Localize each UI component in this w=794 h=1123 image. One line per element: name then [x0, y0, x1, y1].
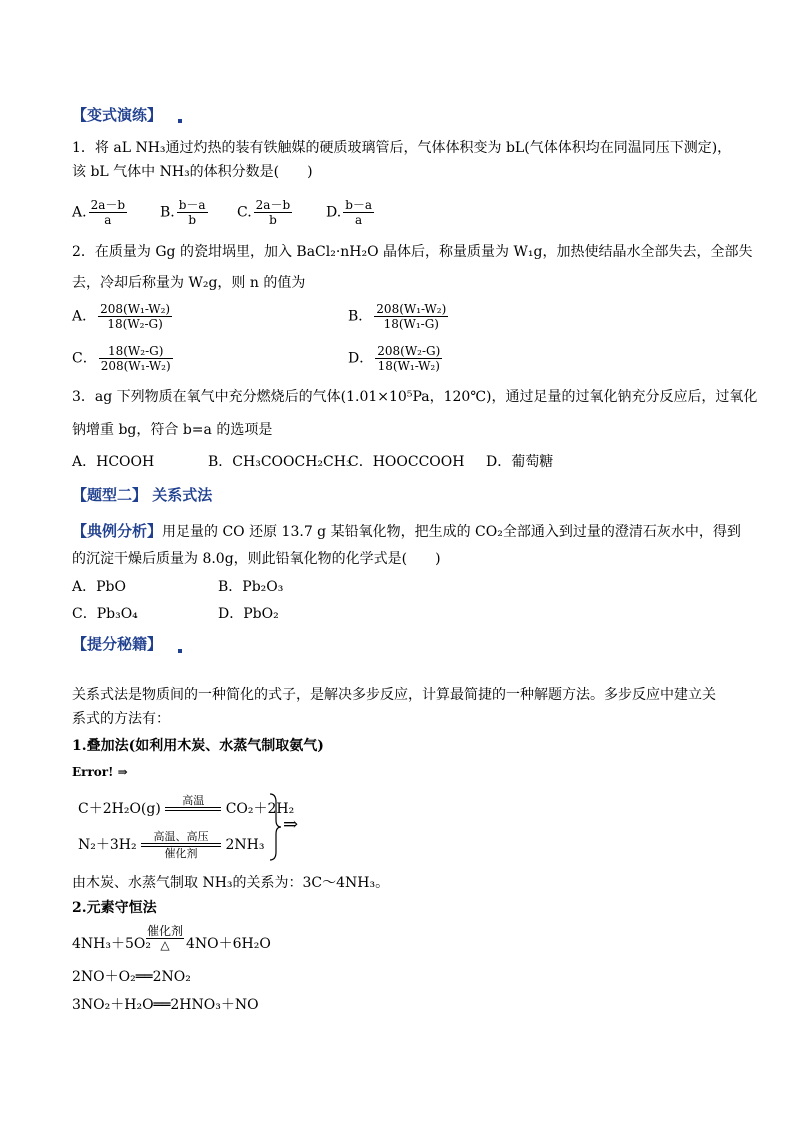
q1-option-a	[72, 198, 129, 227]
condition-top: 高温、高压	[153, 830, 209, 843]
example-option-a: A．PbO	[72, 579, 126, 595]
tips-heading-1: 1.叠加法(如利用木炭、水蒸气制取氨气)	[72, 738, 324, 754]
conclusion-line: 由木炭、水蒸气制取 NH₃的关系为：3C～4NH₃。	[72, 875, 390, 891]
option-label: C．	[72, 350, 97, 367]
example-option-d: D．PbO₂	[218, 606, 279, 622]
q2-option-c	[72, 344, 175, 373]
fraction-denominator: b	[269, 213, 277, 227]
fraction-denominator: a	[355, 213, 363, 227]
q2-line2: 去，冷却后称量为 W₂g，则 n 的值为	[72, 275, 306, 291]
equation-2	[78, 830, 264, 860]
eq1-right: CO₂＋2H₂	[225, 801, 295, 817]
r1-right: 4NO＋6H₂O	[186, 936, 271, 952]
section-title-type-two: 【题型二】 关系式法	[72, 486, 213, 504]
tips-para-line1: 关系式法是物质间的一种简化的式子，是解决多步反应，计算最简捷的一种解题方法。多步反应中建立关	[72, 687, 716, 703]
r1-left: 4NH₃＋5O₂	[72, 936, 151, 952]
fraction-denominator: a	[104, 213, 112, 227]
fraction-numerator: 18(W₂-G)	[99, 344, 173, 359]
option-label: D．	[348, 350, 374, 367]
option-label: B．	[348, 308, 373, 325]
example-option-b: B．Pb₂O₃	[218, 579, 284, 595]
fraction-denominator: 208(W₁-W₂)	[100, 359, 171, 373]
example-line2: 的沉淀干燥后质量为 8.0g，则此铅氧化物的化学式是( )	[72, 551, 441, 567]
section-title-variant-practice: 【变式演练】	[72, 106, 163, 124]
fraction-numerator: 208(W₁-W₂)	[376, 302, 447, 316]
reaction-1	[72, 925, 732, 959]
q2-option-a	[72, 302, 174, 331]
q1-option-d	[326, 198, 376, 227]
condition-bottom: 催化剂	[164, 847, 198, 860]
q2-option-b	[348, 302, 450, 331]
q1-line2: 该 bL 气体中 NH₃的体积分数是( )	[72, 164, 313, 180]
section-title-tips: 【提分秘籍】	[72, 635, 163, 653]
q2-line1: 2．在质量为 Gg 的瓷坩埚里，加入 BaCl₂·nH₂O 晶体后，称量质量为 W₁g，加热使结晶水全部失去，全部失	[72, 244, 753, 260]
eq2-left: N₂＋3H₂	[78, 837, 137, 853]
fraction-denominator: b	[188, 213, 197, 227]
fraction-numerator: 208(W₁-W₂)	[100, 302, 171, 316]
q1-option-b	[160, 198, 210, 227]
fraction-numerator: 2a－b	[255, 198, 291, 212]
equation-system	[78, 790, 398, 868]
q3-option-c: C．HOOCCOOH	[348, 454, 465, 470]
q2-option-d	[348, 344, 444, 373]
q3-option-b: B．CH₃COOCH₂CH₃	[208, 454, 352, 470]
fraction-numerator: 2a－b	[90, 198, 126, 212]
equation-1	[78, 794, 294, 824]
tips-heading-2: 2.元素守恒法	[72, 900, 157, 916]
right-brace-icon	[268, 792, 282, 862]
q3-option-a: A．HCOOH	[72, 454, 155, 470]
example-text: 用足量的 CO 还原 13.7 g 某铅氧化物，把生成的 CO₂全部通入到过量的澄清石灰水中，得到	[162, 524, 741, 540]
q1-option-c	[237, 198, 294, 227]
q3-line1: 3．ag 下列物质在氧气中充分燃烧后的气体(1.01×10⁵Pa，120℃)，通过足量的过氧化钠充分反应后，过氧化	[72, 389, 758, 405]
option-label: B.	[160, 204, 175, 221]
fraction-denominator: 18(W₂-G)	[107, 317, 163, 331]
eq1-condition	[165, 794, 221, 824]
condition-bottom	[165, 811, 221, 824]
implies-arrow-icon: ⇒	[283, 814, 299, 835]
tips-para-line2: 系式的方法有：	[72, 711, 170, 727]
option-label: C.	[237, 204, 252, 221]
eq1-left: C＋2H₂O(g)	[78, 801, 161, 817]
q3-option-d: D．葡萄糖	[486, 454, 554, 470]
condition-top: 催化剂	[146, 924, 183, 938]
example-option-c: C．Pb₃O₄	[72, 606, 138, 622]
option-label: D.	[326, 204, 342, 221]
q1-line1: 1．将 aL NH₃通过灼热的装有铁触媒的硬质玻璃管后，气体体积变为 bL(气体体积均在同温同压下测定)，	[72, 140, 732, 156]
option-label: A．	[72, 308, 97, 325]
fraction-denominator: 18(W₁-W₂)	[377, 359, 440, 373]
q3-line2: 钠增重 bg，符合 b=a 的选项是	[72, 422, 273, 438]
example-line1	[72, 520, 741, 544]
condition-top: 高温	[182, 794, 205, 807]
condition-bottom: △	[160, 938, 170, 952]
fraction-numerator: 208(W₂-G)	[377, 344, 441, 358]
option-label: A.	[72, 204, 87, 221]
q1-options	[72, 192, 732, 232]
q2-options	[72, 298, 732, 384]
reaction-3: 3NO₂＋H₂O══2HNO₃＋NO	[72, 997, 259, 1013]
eq2-right: 2NH₃	[225, 837, 265, 853]
reaction-2: 2NO＋O₂══2NO₂	[72, 969, 191, 985]
fraction-numerator: b－a	[178, 198, 206, 212]
fraction-denominator: 18(W₁-G)	[383, 317, 439, 331]
title-dot	[178, 119, 182, 123]
example-tag: 【典例分析】	[72, 522, 163, 540]
fraction-numerator: b－a	[345, 198, 373, 212]
title-dot	[178, 649, 182, 653]
r1-condition	[146, 925, 184, 952]
error-line: Error! ⇒	[72, 765, 128, 779]
eq2-condition	[141, 830, 221, 860]
